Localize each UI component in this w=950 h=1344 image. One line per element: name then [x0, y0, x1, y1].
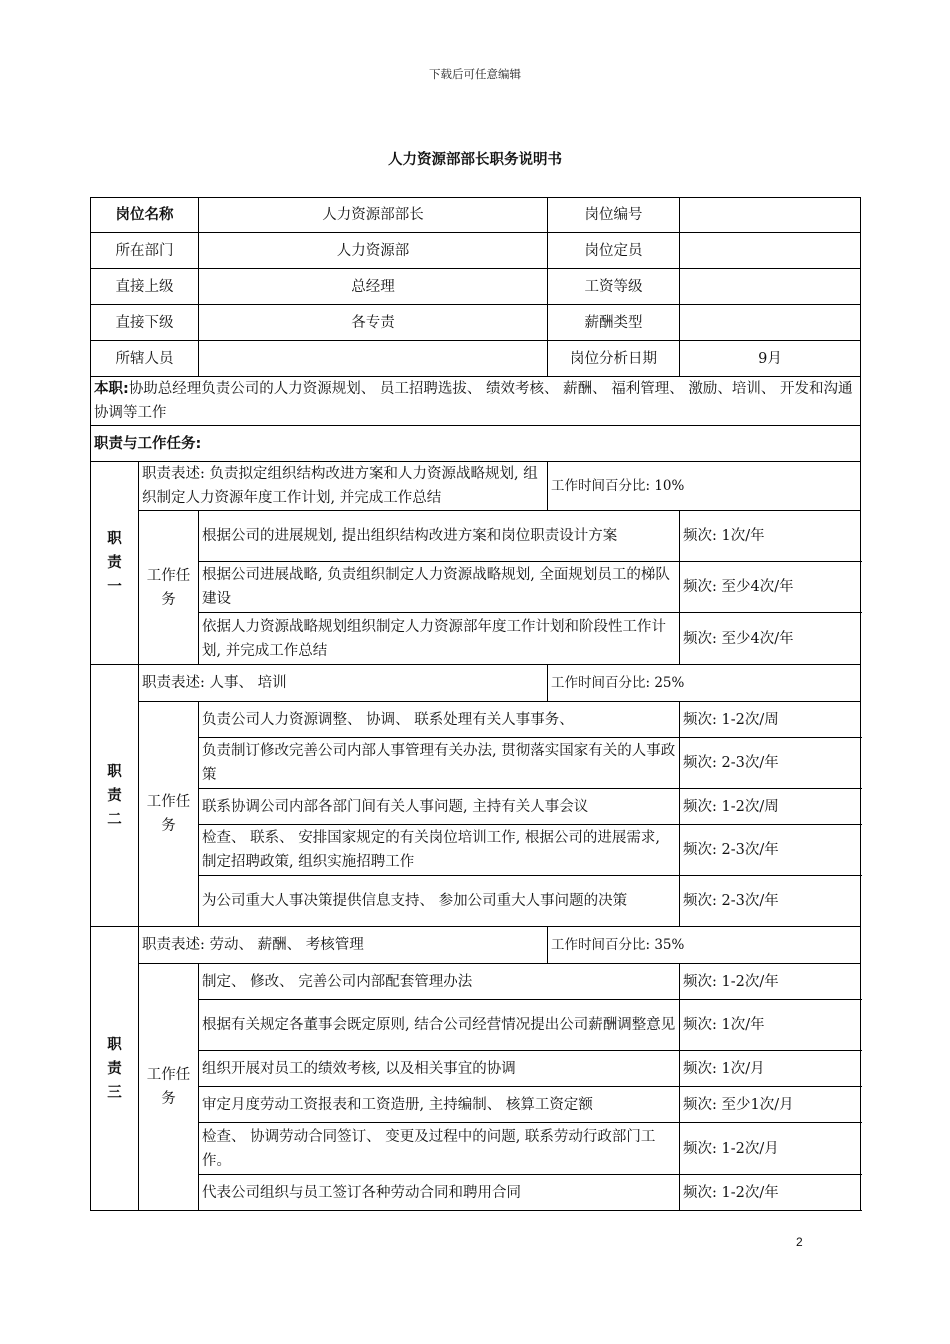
value-headcount: [680, 233, 861, 269]
value-department: 人力资源部: [199, 233, 548, 269]
task-row: [91, 511, 861, 562]
label-position-name: 岗位名称: [91, 198, 199, 233]
task-row: [91, 562, 861, 613]
task-frequency: 频次: 1次/年: [680, 511, 861, 562]
info-row: [91, 198, 861, 233]
task-row: [91, 1000, 861, 1051]
task-frequency: 频次: 1次/年: [680, 1000, 861, 1051]
value-direct-subordinate: 各专责: [199, 305, 548, 341]
task-text: 负责制订修改完善公司内部人事管理有关办法, 贯彻落实国家有关的人事政策: [199, 738, 680, 789]
value-position-code: [680, 198, 861, 233]
task-frequency: 频次: 2-3次/年: [680, 876, 861, 927]
info-row: [91, 233, 861, 269]
value-analysis-date: 9月: [680, 341, 861, 377]
value-salary-grade: [680, 269, 861, 305]
task-label: 工作任务: [139, 964, 199, 1211]
work-time-percent: 工作时间百分比: 10%: [548, 462, 861, 511]
task-label: 工作任务: [139, 511, 199, 665]
task-frequency: 频次: 至少4次/年: [680, 562, 861, 613]
label-direct-subordinate: 直接下级: [91, 305, 199, 341]
task-frequency: 频次: 至少4次/年: [680, 613, 861, 665]
duty-description: 职责表述: 人事、 培训: [139, 665, 548, 702]
task-text: 组织开展对员工的绩效考核, 以及相关事宜的协调: [199, 1051, 680, 1087]
task-text: 为公司重大人事决策提供信息支持、 参加公司重大人事问题的决策: [199, 876, 680, 927]
duty-description: 职责表述: 劳动、 薪酬、 考核管理: [139, 927, 548, 964]
document-title: 人力资源部部长职务说明书: [388, 152, 562, 168]
task-text: 根据公司进展战略, 负责组织制定人力资源战略规划, 全面规划员工的梯队建设: [199, 562, 680, 613]
task-frequency: 频次: 2-3次/年: [680, 738, 861, 789]
label-pay-type: 薪酬类型: [548, 305, 680, 341]
work-time-percent: 工作时间百分比: 35%: [548, 927, 861, 964]
page-number: 2: [796, 1235, 803, 1249]
duty-description-row: [91, 927, 861, 964]
info-row: [91, 269, 861, 305]
task-text: 制定、 修改、 完善公司内部配套管理办法: [199, 964, 680, 1000]
task-label: 工作任务: [139, 702, 199, 927]
duty-summary-row: [91, 377, 861, 426]
work-time-percent: 工作时间百分比: 25%: [548, 665, 861, 702]
duty-summary-label: 本职:: [94, 381, 129, 397]
task-text: 根据有关规定各董事会既定原则, 结合公司经营情况提出公司薪酬调整意见: [199, 1000, 680, 1051]
duty-summary-text: 协助总经理负责公司的人力资源规划、 员工招聘选拔、 绩效考核、 薪酬、 福利管理、 激励、培训、 开发和沟通协调等工作: [94, 381, 853, 421]
label-staff: 所辖人员: [91, 341, 199, 377]
label-direct-superior: 直接上级: [91, 269, 199, 305]
section-header-row: [91, 426, 861, 462]
section-header: 职责与工作任务:: [91, 426, 861, 462]
task-text: 代表公司组织与员工签订各种劳动合同和聘用合同: [199, 1175, 680, 1211]
task-row: [91, 825, 861, 876]
duty-summary: [91, 377, 861, 426]
task-row: [91, 613, 861, 665]
task-frequency: 频次: 1-2次/年: [680, 964, 861, 1000]
task-text: 审定月度劳动工资报表和工资造册, 主持编制、 核算工资定额: [199, 1087, 680, 1123]
value-position-name: 人力资源部部长: [199, 198, 548, 233]
value-staff: [199, 341, 548, 377]
task-frequency: 频次: 1-2次/周: [680, 789, 861, 825]
task-text: 根据公司的进展规划, 提出组织结构改进方案和岗位职责设计方案: [199, 511, 680, 562]
duty-label: 职 责 一: [91, 462, 139, 665]
info-row: [91, 341, 861, 377]
task-row: [91, 964, 861, 1000]
task-row: [91, 876, 861, 927]
task-frequency: 频次: 1-2次/月: [680, 1123, 861, 1175]
task-frequency: 频次: 至少1次/月: [680, 1087, 861, 1123]
duty-label: 职 责 二: [91, 665, 139, 927]
task-row: [91, 1123, 861, 1175]
value-direct-superior: 总经理: [199, 269, 548, 305]
task-text: 检查、 协调劳动合同签订、 变更及过程中的问题, 联系劳动行政部门工作。: [199, 1123, 680, 1175]
duty-description-row: [91, 665, 861, 702]
task-frequency: 频次: 1-2次/年: [680, 1175, 861, 1211]
task-text: 依据人力资源战略规划组织制定人力资源部年度工作计划和阶段性工作计划, 并完成工作总结: [199, 613, 680, 665]
task-row: [91, 789, 861, 825]
task-row: [91, 738, 861, 789]
task-frequency: 频次: 1次/月: [680, 1051, 861, 1087]
job-description-table: [90, 197, 861, 1211]
task-row: [91, 1175, 861, 1211]
task-text: 负责公司人力资源调整、 协调、 联系处理有关人事事务、: [199, 702, 680, 738]
task-row: [91, 1087, 861, 1123]
task-row: [91, 1051, 861, 1087]
task-text: 联系协调公司内部各部门间有关人事问题, 主持有关人事会议: [199, 789, 680, 825]
task-text: 检查、 联系、 安排国家规定的有关岗位培训工作, 根据公司的进展需求, 制定招聘政策, 组织实施招聘工作: [199, 825, 680, 876]
duty-description-row: [91, 462, 861, 511]
task-row: [91, 702, 861, 738]
label-headcount: 岗位定员: [548, 233, 680, 269]
label-department: 所在部门: [91, 233, 199, 269]
value-pay-type: [680, 305, 861, 341]
task-frequency: 频次: 2-3次/年: [680, 825, 861, 876]
label-analysis-date: 岗位分析日期: [548, 341, 680, 377]
info-row: [91, 305, 861, 341]
header-note: 下载后可任意编辑: [429, 67, 521, 81]
task-frequency: 频次: 1-2次/周: [680, 702, 861, 738]
duty-description: 职责表述: 负责拟定组织结构改进方案和人力资源战略规划, 组织制定人力资源年度工作计划, 并完成工作总结: [139, 462, 548, 511]
duty-label: 职 责 三: [91, 927, 139, 1211]
label-position-code: 岗位编号: [548, 198, 680, 233]
label-salary-grade: 工资等级: [548, 269, 680, 305]
